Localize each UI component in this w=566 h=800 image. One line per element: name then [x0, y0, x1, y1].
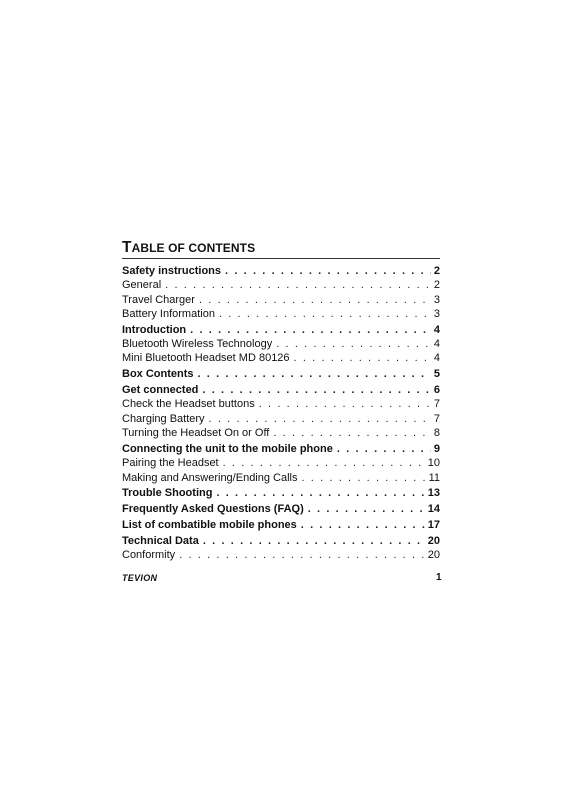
dot-leader	[165, 278, 431, 292]
toc-section-entry[interactable]	[122, 518, 440, 532]
table-of-contents	[122, 264, 440, 563]
dot-leader	[308, 502, 425, 516]
toc-entry-label: Bluetooth Wireless Technology	[122, 338, 273, 351]
toc-entry-label: General	[122, 279, 162, 292]
page-title	[122, 239, 255, 257]
toc-entry-label: Introduction	[122, 323, 187, 336]
title-divider	[122, 258, 440, 259]
toc-subsection-entry[interactable]	[122, 471, 440, 485]
toc-entry-page: 7	[433, 398, 440, 411]
toc-entry-label: Get connected	[122, 384, 199, 397]
toc-entry-page: 20	[427, 549, 440, 562]
toc-section-entry[interactable]	[122, 383, 440, 397]
toc-entry-page: 6	[433, 384, 440, 397]
toc-entry-page: 3	[433, 307, 440, 320]
toc-entry-label: Battery Information	[122, 307, 215, 320]
toc-entry-page: 5	[433, 368, 440, 381]
toc-entry-page: 8	[433, 427, 440, 440]
toc-section-entry[interactable]	[122, 534, 440, 548]
dot-leader	[190, 323, 431, 337]
toc-entry-page: 13	[427, 487, 440, 500]
toc-entry-label: Frequently Asked Questions (FAQ)	[122, 503, 304, 516]
brand-logo: TEVION	[122, 573, 158, 583]
title-rest: ABLE OF CONTENTS	[131, 241, 256, 255]
dot-leader	[273, 426, 431, 440]
dot-leader	[223, 456, 425, 470]
toc-subsection-entry[interactable]	[122, 351, 440, 365]
toc-entry-page: 14	[427, 503, 440, 516]
toc-entry-label: Charging Battery	[122, 412, 205, 425]
title-initial: T	[122, 239, 132, 256]
toc-subsection-entry[interactable]	[122, 456, 440, 470]
toc-entry-page: 4	[433, 338, 440, 351]
toc-entry-page: 10	[427, 457, 440, 470]
toc-entry-label: Turning the Headset On or Off	[122, 427, 270, 440]
toc-section-entry[interactable]	[122, 367, 440, 381]
dot-leader	[276, 337, 431, 351]
toc-entry-label: Conformity	[122, 549, 176, 562]
dot-leader	[179, 548, 425, 562]
toc-section-entry[interactable]	[122, 264, 440, 278]
dot-leader	[294, 351, 431, 365]
toc-entry-label: Making and Answering/Ending Calls	[122, 471, 298, 484]
dot-leader	[225, 264, 431, 278]
toc-section-entry[interactable]	[122, 442, 440, 456]
dot-leader	[219, 307, 431, 321]
page-number: 1	[436, 572, 442, 583]
toc-subsection-entry[interactable]	[122, 426, 440, 440]
dot-leader	[198, 367, 431, 381]
toc-entry-page: 20	[427, 535, 440, 548]
toc-entry-label: Connecting the unit to the mobile phone	[122, 442, 333, 455]
toc-entry-page: 4	[433, 323, 440, 336]
dot-leader	[199, 293, 431, 307]
dot-leader	[301, 518, 425, 532]
toc-subsection-entry[interactable]	[122, 548, 440, 562]
toc-entry-label: Safety instructions	[122, 265, 222, 277]
toc-subsection-entry[interactable]	[122, 397, 440, 411]
dot-leader	[302, 471, 426, 485]
dot-leader	[209, 412, 431, 426]
toc-entry-label: Trouble Shooting	[122, 487, 213, 500]
toc-entry-page: 3	[433, 293, 440, 306]
toc-subsection-entry[interactable]	[122, 412, 440, 426]
toc-entry-page: 17	[427, 519, 440, 532]
dot-leader	[337, 442, 431, 456]
toc-subsection-entry[interactable]	[122, 307, 440, 321]
dot-leader	[203, 534, 425, 548]
dot-leader	[259, 397, 431, 411]
toc-entry-page: 7	[433, 412, 440, 425]
toc-entry-page: 9	[433, 442, 440, 455]
toc-entry-label: Technical Data	[122, 535, 199, 548]
toc-section-entry[interactable]	[122, 502, 440, 516]
toc-entry-label: Check the Headset buttons	[122, 398, 255, 411]
toc-entry-label: Mini Bluetooth Headset MD 80126	[122, 352, 290, 365]
toc-section-entry[interactable]	[122, 486, 440, 500]
toc-entry-label: Travel Charger	[122, 293, 195, 306]
toc-entry-page: 11	[428, 471, 440, 484]
toc-subsection-entry[interactable]	[122, 278, 440, 292]
toc-entry-label: Box Contents	[122, 368, 194, 381]
toc-entry-page: 4	[433, 352, 440, 365]
toc-subsection-entry[interactable]	[122, 337, 440, 351]
dot-leader	[216, 486, 424, 500]
toc-entry-label: Pairing the Headset	[122, 457, 219, 470]
toc-subsection-entry[interactable]	[122, 293, 440, 307]
dot-leader	[202, 383, 430, 397]
toc-entry-page: 2	[433, 279, 440, 292]
toc-section-entry[interactable]	[122, 323, 440, 337]
toc-entry-page: 2	[433, 265, 440, 277]
toc-entry-label: List of combatible mobile phones	[122, 519, 297, 532]
